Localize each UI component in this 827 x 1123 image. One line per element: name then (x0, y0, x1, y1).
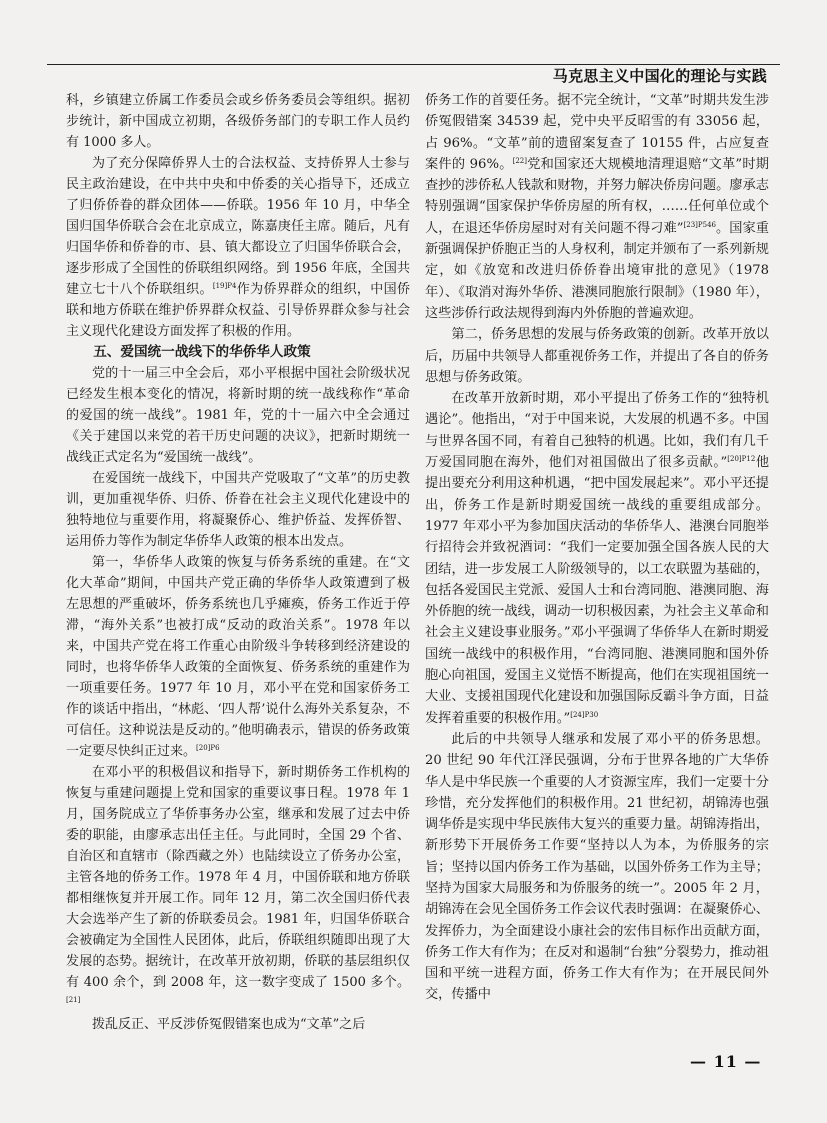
page-number: — 11 — (690, 1052, 762, 1071)
paragraph (66, 762, 410, 1014)
paragraph (425, 90, 769, 324)
paragraph: 党的十一届三中全会后，邓小平根据中国社会阶级状况已经发生根本变化的情况，将新时期的统一战线称作“革命的爱国的统一战线”。1981 年，党的十一届六中全会通过《关于建国以来党的若干历史问题的决议》，把新时期统一战线正式定名为“爱国统一战线”。 (66, 366, 410, 465)
citation-ref: [24]P30 (570, 710, 599, 719)
citation-ref: [21] (66, 996, 81, 1004)
citation-ref: [20]P6 (196, 744, 220, 752)
section-heading: 五、爱国统一战线下的华侨华人政策 (93, 344, 311, 360)
citation-ref: [20]P12 (727, 455, 756, 464)
paragraph: 科，乡镇建立侨属工作委员会或乡侨务委员会等组织。据初步统计，新中国成立初期，各级侨务部门的专职工作人员约有 1000 多人。 (66, 93, 410, 150)
running-header-title: 马克思主义中国化的理论与实践 (552, 67, 767, 85)
citation-ref: [23]P546 (683, 220, 716, 229)
paragraph (66, 552, 410, 762)
paragraph-text: 为了充分保障侨界人士的合法权益、支持侨界人士参与民主政治建设，在中共中央和中侨委的关心指导下，还成立了归侨侨眷的群众团体——侨联。1956 年 10 月，中华全国归国华侨联合会在北京成立，陈嘉庚任主席。随后，凡有归国华侨和侨眷的市、县、镇大都设立了归国华侨联合会，逐步形成了全国性的侨联组织网络。到 1956 年底，全国共建立七十八个侨联组织。 (66, 156, 410, 297)
paragraph: 第二，侨务思想的发展与侨务政策的创新。改革开放以后，历届中共领导人都重视侨务工作，并提出了各自的侨务思想与侨务政策。 (425, 327, 769, 385)
paragraph: 拨乱反正、平反涉侨冤假错案也成为“文革”之后 (92, 1017, 366, 1032)
paragraph: 此后的中共领导人继承和发展了邓小平的侨务思想。20 世纪 90 年代江泽民强调，分布于世界各地的广大华侨华人是中华民族一个重要的人才资源宝库，我们一定要十分珍惜，充分发挥他们的积极作用。21 世纪初，胡锦涛也强调华侨是实现中华民族伟大复兴的重要力量。胡锦涛指出，新形势下开展侨务工作要“坚持以人为本，为侨服务的宗旨；坚持以国内侨务工作为基础，以国外侨务工作为主导；坚持为国家大局服务和为侨服务的统一”。2005 年 2 月，胡锦涛在会见全国侨务工作会议代表时强调：在凝聚侨心、发挥侨力，为全面建设小康社会的宏伟目标作出贡献方面，侨务工作大有作为；在反对和遏制“台独”分裂势力，推动祖国和平统一进程方面，侨务工作大有作为；在开展民间外交，传播中 (425, 731, 769, 1003)
paragraph-text: 在改革开放新时期，邓小平提出了侨务工作的“独特机遇论”。他指出，“对于中国来说，大发展的机遇不多。中国与世界各国不同，有着自己独特的机遇。比如，我们有几千万爱国同胞在海外，他们对祖国做出了很多贡献。” (425, 391, 769, 471)
paragraph-text: 。国家重新强调保护侨胞正当的人身权利，制定并颁布了一系列新规定，如《放宽和改进归侨侨眷出境审批的意见》（1978 年）、《取消对海外华侨、港澳同胞旅行限制》（1980 年），这些涉侨行政法规得到海内外侨胞的普遍欢迎。 (425, 220, 769, 321)
paragraph-text: 侨务工作的首要任务。据不完全统计，“文革”时期共发生涉侨冤假错案 34539 起，党中央平反昭雪的有 33056 起，占 96%。“文革”前的遗留案复查了 10155 件，占应复查案件的 96%。 (425, 93, 769, 172)
citation-ref: [22] (512, 156, 527, 165)
paragraph-text: 在邓小平的积极倡议和指导下，新时期侨务工作机构的恢复与重建问题提上党和国家的重要议事日程。1978 年 1 月，国务院成立了华侨事务办公室，继承和发展了过去中侨委的职能，由廖承志出任主任。与此同时，全国 29 个省、自治区和直辖市（除西藏之外）也陆续设立了侨务办公室，主管各地的侨务工作。1978 年 4 月，中国侨联和地方侨联都相继恢复并开展工作。同年 12 月，第二次全国归侨代表大会选举产生了新的侨联委员会。1981 年，归国华侨联合会被确定为全国性人民团体，此后，侨联组织随即出现了大发展的态势。据统计，在改革开放初期，侨联的基层组织仅有 400 余个，到 2008 年，这一数字变成了 1500 多个。 (66, 765, 410, 990)
paragraph-text: 第一，华侨华人政策的恢复与侨务系统的重建。在“文化大革命”期间，中国共产党正确的华侨华人政策遭到了极左思想的严重破坏，侨务系统也几乎瘫痪，侨务工作近于停滞，“海外关系”也被打成“反动的政治关系”。1978 年以来，中国共产党在将工作重心由阶级斗争转移到经济建设的同时，也将华侨华人政策的全面恢复、侨务系统的重建作为一项重要任务。1977 年 10 月，邓小平在党和国家侨务工作的谈话中指出，“林彪、‘四人帮’说什么海外关系复杂，不可信任。这种说法是反动的。”他明确表示，错误的侨务政策一定要尽快纠正过来。 (66, 555, 410, 759)
right-column (425, 90, 769, 1006)
citation-ref: [19]P4 (212, 282, 237, 290)
paragraph: 在爱国统一战线下，中国共产党吸取了“文革”的历史教训，更加重视华侨、归侨、侨眷在社会主义现代化建设中的独特地位与重要作用，将凝聚侨心、维护侨益、发挥侨智、运用侨力等作为制定华侨华人政策的根本出发点。 (66, 471, 410, 549)
paragraph-text: 党和国家还大规模地清理退赔“文革”时期查抄的涉侨私人钱款和财物，并努力解决侨房问题。廖承志特别强调“国家保护华侨房屋的所有权，……任何单位或个人，在退还华侨房屋时对有关问题不得刁难” (425, 156, 769, 236)
paragraph-text: 作为侨界群众的组织，中国侨联和地方侨联在维护侨界群众权益、引导侨界群众参与社会主义现代化建设方面发挥了积极的作用。 (66, 282, 410, 339)
paragraph (425, 388, 769, 729)
paragraph-text: 他提出要充分利用这种机遇，“把中国发展起来”。邓小平还提出，侨务工作是新时期爱国统一战线的重要组成部分。1977 年邓小平为参加国庆活动的华侨华人、港澳台同胞举行招待会并致祝酒词：“我们一定要加强全国各族人民的大团结，进一步发展工人阶级领导的，以工农联盟为基础的，包括各爱国民主党派、爱国人士和台湾同胞、港澳同胞、海外侨胞的统一战线，调动一切积极因素，为社会主义革命和社会主义建设事业服务。”邓小平强调了华侨华人在新时期爱国统一战线中的积极作用，“台湾同胞、港澳同胞和国外侨胞心向祖国，爱国主义觉悟不断提高，他们在实现祖国统一大业、支援祖国现代化建设和加强国际反霸斗争方面，日益发挥着重要的积极作用。” (425, 455, 769, 726)
paragraph (66, 153, 410, 342)
left-column (66, 90, 410, 1035)
